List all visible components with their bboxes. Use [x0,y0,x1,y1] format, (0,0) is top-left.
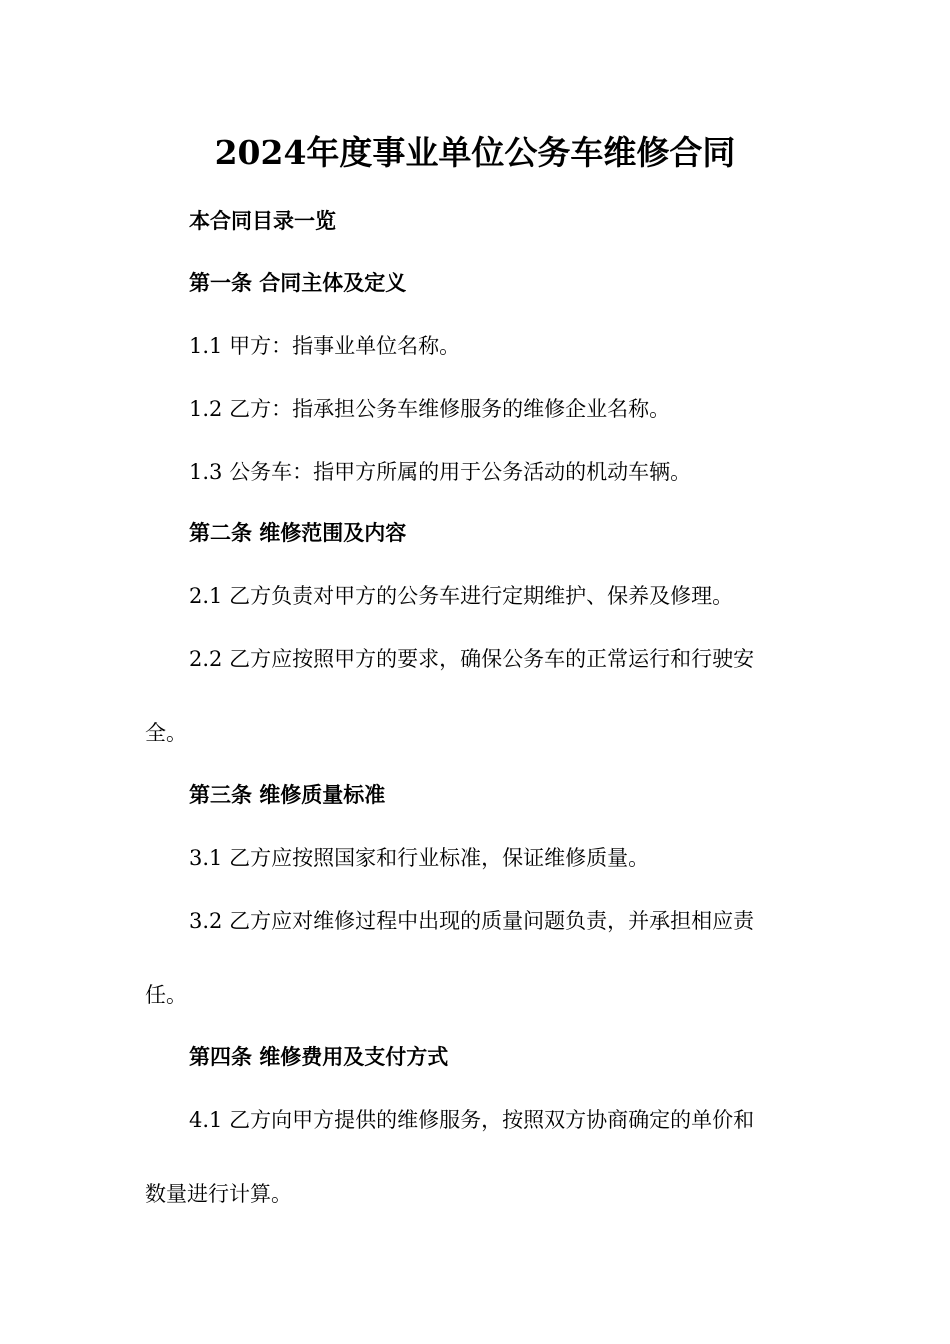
clause-1-2: 1.2 乙方：指承担公务车维修服务的维修企业名称。 [189,397,671,421]
clause-2-2: 2.2 乙方应按照甲方的要求，确保公务车的正常运行和行驶安 [189,647,755,671]
article-4-heading: 第四条 维修费用及支付方式 [189,1044,449,1069]
clause-4-1: 4.1 乙方向甲方提供的维修服务，按照双方协商确定的单价和 [189,1108,755,1132]
clause-1-3: 1.3 公务车：指甲方所属的用于公务活动的机动车辆。 [189,460,692,484]
clause-3-2-continuation: 任。 [145,983,187,1007]
article-1-heading: 第一条 合同主体及定义 [189,270,407,295]
article-3-heading: 第三条 维修质量标准 [189,782,386,807]
article-2-heading: 第二条 维修范围及内容 [189,520,407,545]
document-title: 2024年度事业单位公务车维修合同 [214,133,736,172]
clause-3-2: 3.2 乙方应对维修过程中出现的质量问题负责，并承担相应责 [189,909,755,933]
clause-3-1: 3.1 乙方应按照国家和行业标准，保证维修质量。 [189,846,650,870]
clause-2-1: 2.1 乙方负责对甲方的公务车进行定期维护、保养及修理。 [189,584,734,608]
toc-heading: 本合同目录一览 [189,208,336,233]
clause-4-1-continuation: 数量进行计算。 [145,1182,292,1206]
clause-2-2-continuation: 全。 [145,721,187,745]
clause-1-1: 1.1 甲方：指事业单位名称。 [189,334,461,358]
